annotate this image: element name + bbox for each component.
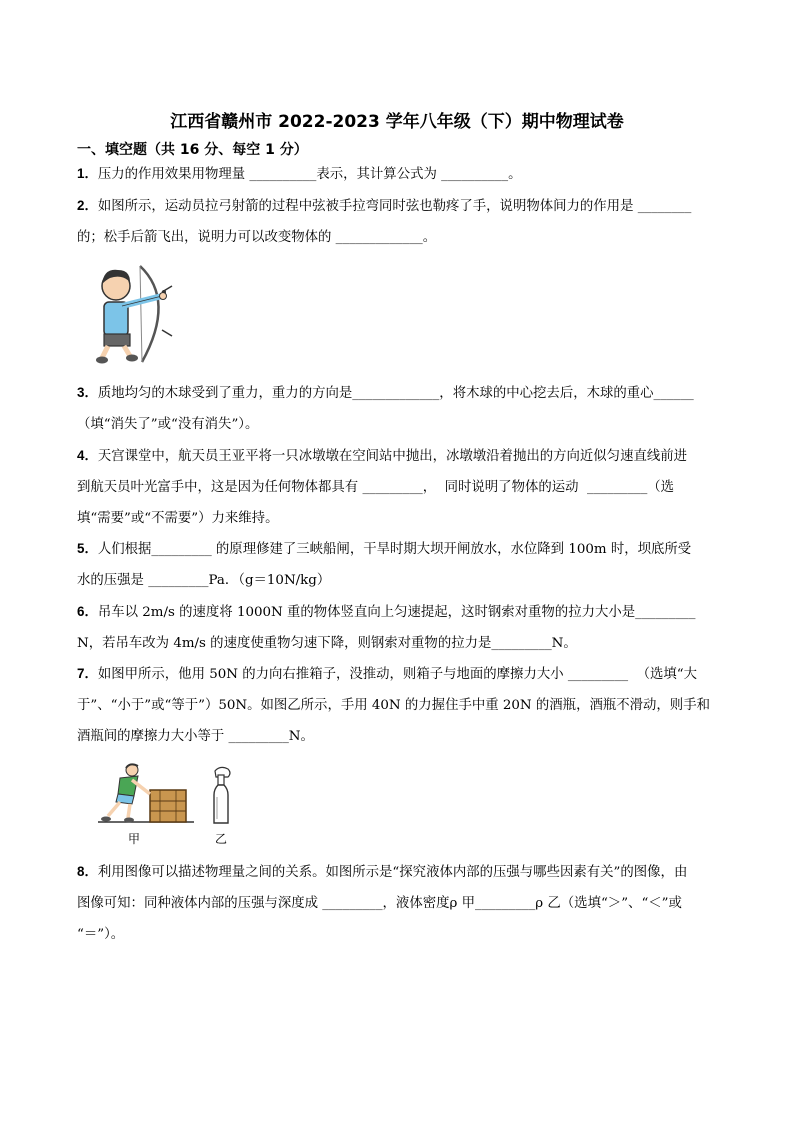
question-text: 质地均匀的木球受到了重力，重力的方向是_____________，将木球的中心挖去后，木球的重心______ — [97, 386, 694, 401]
question-number: 8． — [77, 864, 98, 879]
question-number: 7． — [77, 666, 98, 681]
question-6 — [77, 596, 747, 659]
question-text: 图像可知：同种液体内部的压强与深度成 _________，液体密度ρ 甲_________ρ 乙（选填“＞”、“＜”或 — [77, 896, 682, 911]
question-8 — [77, 856, 747, 950]
question-4 — [77, 440, 747, 534]
question-number: 1． — [77, 166, 98, 181]
question-text: 水的压强是 _________Pa．（g＝10N/kg） — [77, 573, 331, 588]
question-number: 3． — [77, 385, 98, 400]
question-text: 酒瓶间的摩擦力大小等于 _________N。 — [77, 729, 314, 744]
question-1 — [77, 158, 747, 190]
archer-figure — [92, 262, 182, 366]
figure-jia-pushing-box — [98, 760, 194, 826]
question-number: 5． — [77, 541, 98, 556]
question-text: 天宫课堂中，航天员王亚平将一只冰墩墩在空间站中抛出，冰墩墩沿着抛出的方向近似匀速直线前进 — [97, 449, 688, 464]
question-text: 人们根据_________ 的原理修建了三峡船闸，干旱时期大坝开闸放水，水位降到 100m 时，坝底所受 — [97, 542, 692, 557]
question-3 — [77, 377, 747, 440]
question-7 — [77, 658, 747, 752]
figure-caption-jia: 甲 — [128, 832, 141, 846]
question-text: 如图所示，运动员拉弓射箭的过程中弦被手拉弯同时弦也勒疼了手，说明物体间力的作用是 ________ — [97, 199, 692, 214]
question-number: 6． — [77, 604, 98, 619]
question-text: 的；松手后箭飞出，说明力可以改变物体的 _____________。 — [77, 230, 437, 245]
question-text: “＝”）。 — [77, 927, 125, 942]
question-text: 利用图像可以描述物理量之间的关系。如图所示是“探究液体内部的压强与哪些因素有关”的图像，由 — [97, 865, 688, 880]
question-number: 2． — [77, 198, 98, 213]
question-text: 到航天员叶光富手中，这是因为任何物体都具有 _________， 同时说明了物体的运动 _________（选 — [77, 480, 675, 495]
question-2 — [77, 190, 747, 253]
figure-caption-yi: 乙 — [215, 832, 228, 846]
question-5 — [77, 533, 747, 596]
question-text: N，若吊车改为 4m/s 的速度使重物匀速下降，则钢索对重物的拉力是_________N。 — [77, 636, 577, 651]
question-number: 4． — [77, 448, 98, 463]
question-text: 如图甲所示，他用 50N 的力向右推箱子，没推动，则箱子与地面的摩擦力大小 _________ （选填“大 — [97, 667, 698, 682]
question-text: 填“需要”或“不需要”）力来维持。 — [77, 511, 279, 526]
figure-yi-hand-bottle — [206, 765, 236, 827]
section-heading: 一、填空题（共 16 分、每空 1 分） — [77, 142, 308, 158]
question-text: （填“消失了”或“没有消失”）。 — [77, 417, 259, 432]
page-title: 江西省赣州市 2022-2023 学年八年级（下）期中物理试卷 — [170, 112, 624, 132]
question-text: 于”、“小于”或“等于”）50N。如图乙所示，手用 40N 的力握住手中重 20N 的酒瓶，酒瓶不滑动，则手和 — [77, 698, 710, 713]
question-text: 吊车以 2m/s 的速度将 1000N 重的物体竖直向上匀速提起，这时钢索对重物的拉力大小是_________ — [97, 605, 696, 620]
question-text: 压力的作用效果用物理量 __________表示，其计算公式为 __________。 — [97, 167, 522, 182]
